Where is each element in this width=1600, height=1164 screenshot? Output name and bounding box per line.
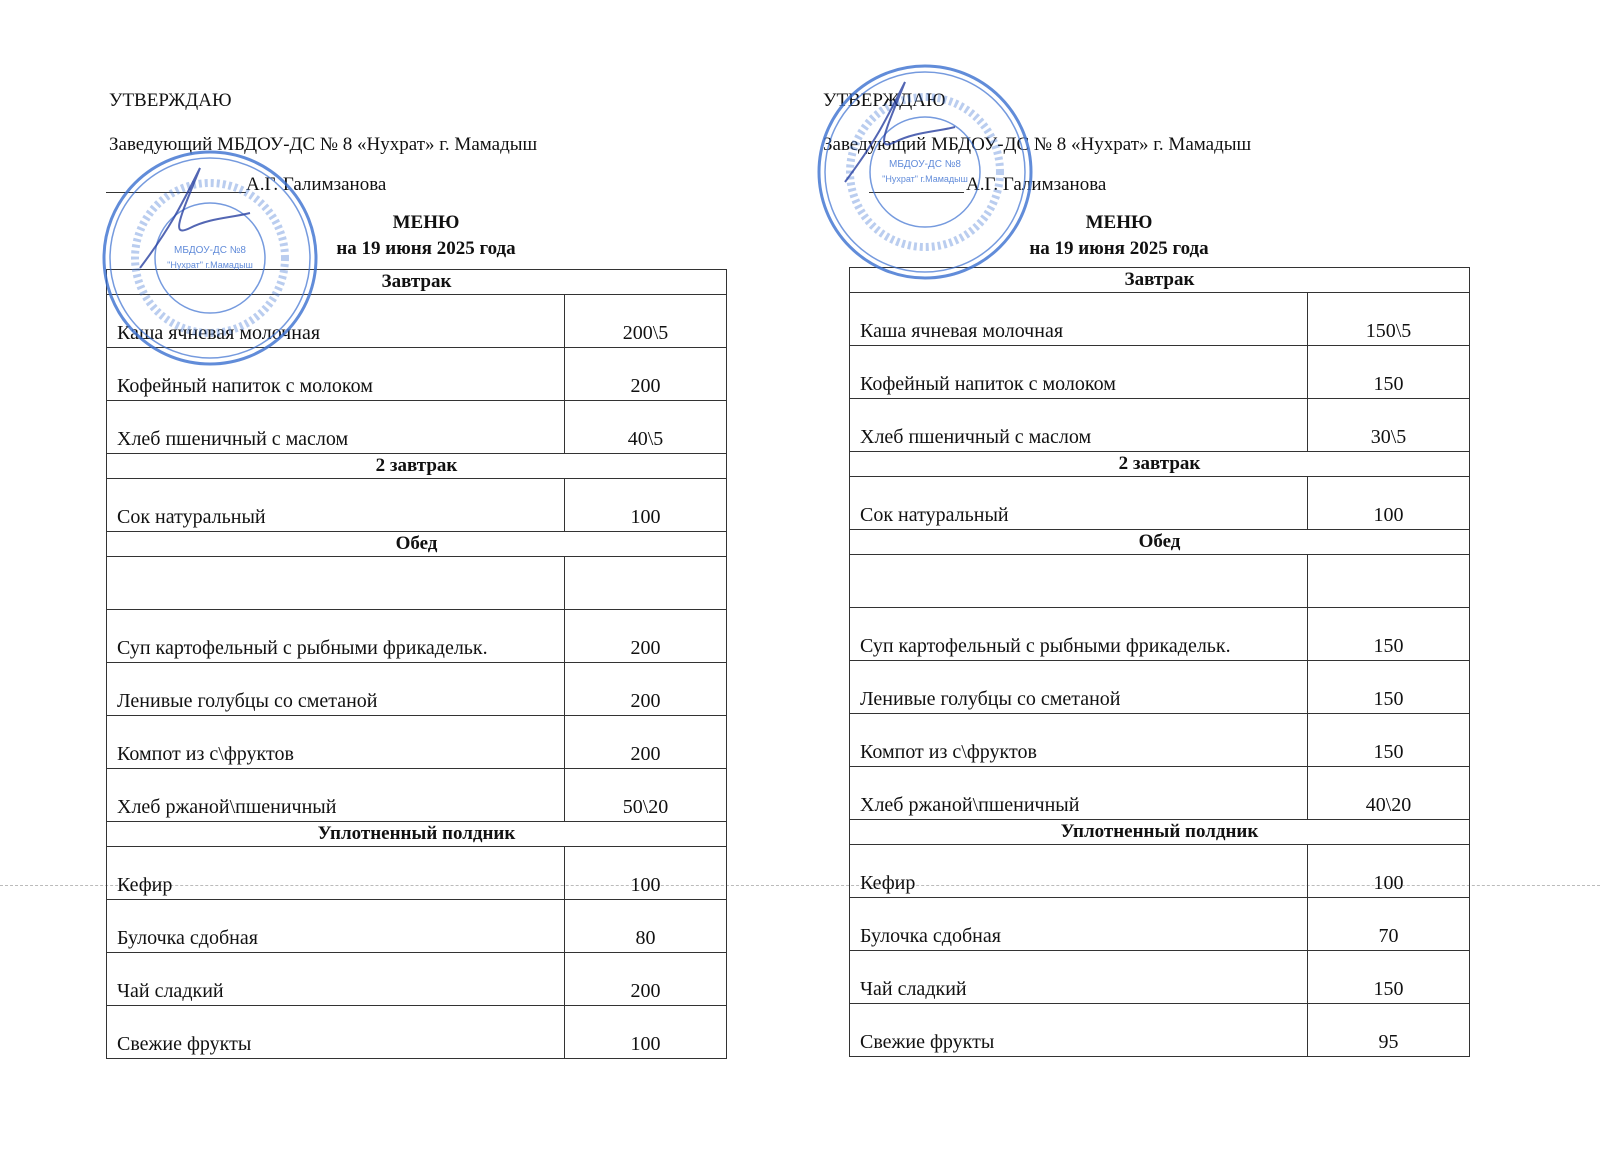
section-title: Уплотненный полдник (850, 820, 1470, 845)
portion-value: 100 (1308, 845, 1470, 898)
dish-name: Чай сладкий (850, 951, 1308, 1004)
portion-value: 150 (1308, 714, 1470, 767)
table-row (107, 1006, 727, 1059)
portion-value: 100 (565, 479, 727, 532)
table-row (850, 608, 1470, 661)
table-row (107, 348, 727, 401)
table-row (850, 845, 1470, 898)
section-title: Обед (850, 530, 1470, 555)
dish-name: Чай сладкий (107, 953, 565, 1006)
table-row (107, 769, 727, 822)
section-header (850, 452, 1470, 477)
table-row (107, 716, 727, 769)
dish-name: Кофейный напиток с молоком (107, 348, 565, 401)
dish-name: Булочка сдобная (107, 900, 565, 953)
table-row (107, 610, 727, 663)
dish-name: Компот из с\фруктов (107, 716, 565, 769)
section-header (107, 270, 727, 295)
portion-value: 150 (1308, 661, 1470, 714)
table-row (850, 714, 1470, 767)
menu-date: на 19 июня 2025 года (1029, 238, 1209, 259)
table-row (107, 401, 727, 454)
table-row (107, 479, 727, 532)
svg-text:МБДОУ-ДС №8: МБДОУ-ДС №8 (174, 245, 246, 256)
section-header (107, 454, 727, 479)
dish-name: Кефир (107, 847, 565, 900)
signature-line (869, 178, 964, 193)
section-header (850, 268, 1470, 293)
portion-value: 200 (565, 348, 727, 401)
table-row (850, 1004, 1470, 1057)
section-header (107, 822, 727, 847)
portion-value: 200 (565, 953, 727, 1006)
position-line: Заведующий МБДОУ-ДС № 8 «Нухрат» г. Мамадыш (109, 134, 538, 155)
portion-value: 95 (1308, 1004, 1470, 1057)
portion-value: 80 (565, 900, 727, 953)
table-row (850, 293, 1470, 346)
dish-name: Свежие фрукты (107, 1006, 565, 1059)
section-title: Завтрак (850, 268, 1470, 293)
table-row (850, 346, 1470, 399)
dish-name: Хлеб пшеничный с маслом (850, 399, 1308, 452)
menu-table (106, 269, 727, 1059)
portion-value: 40\5 (565, 401, 727, 454)
table-row (850, 661, 1470, 714)
menu-title: МЕНЮ (1085, 212, 1153, 233)
portion-value: 150 (1308, 346, 1470, 399)
signature-line (106, 178, 246, 193)
menu-date: на 19 июня 2025 года (336, 238, 516, 259)
table-row (107, 900, 727, 953)
table-row (107, 953, 727, 1006)
dish-name: Каша ячневая молочная (107, 295, 565, 348)
dish-name (850, 555, 1308, 608)
table-row (107, 663, 727, 716)
signer-name: А.Г. Галимзанова (246, 174, 387, 195)
dish-name: Хлеб пшеничный с маслом (107, 401, 565, 454)
dish-name (107, 557, 565, 610)
portion-value: 150 (1308, 951, 1470, 1004)
table-row (107, 557, 727, 610)
portion-value: 200 (565, 716, 727, 769)
table-row (850, 951, 1470, 1004)
signer-name: А.Г. Галимзанова (966, 174, 1107, 195)
portion-value: 30\5 (1308, 399, 1470, 452)
section-title: 2 завтрак (107, 454, 727, 479)
menu-title: МЕНЮ (392, 212, 460, 233)
dish-name: Суп картофельный с рыбными фрикадельк. (107, 610, 565, 663)
dish-name: Свежие фрукты (850, 1004, 1308, 1057)
approve-label: УТВЕРЖДАЮ (109, 90, 232, 111)
menu-table (849, 267, 1470, 1057)
table-row (850, 555, 1470, 608)
dish-name: Хлеб ржаной\пшеничный (107, 769, 565, 822)
svg-text:МБДОУ-ДС №8: МБДОУ-ДС №8 (889, 159, 961, 170)
section-header (107, 532, 727, 557)
dish-name: Сок натуральный (107, 479, 565, 532)
dish-name: Булочка сдобная (850, 898, 1308, 951)
portion-value: 200\5 (565, 295, 727, 348)
section-title: 2 завтрак (850, 452, 1470, 477)
table-row (107, 295, 727, 348)
portion-value: 70 (1308, 898, 1470, 951)
position-line: Заведующий МБДОУ-ДС № 8 «Нухрат» г. Мамадыш (823, 134, 1252, 155)
dish-name: Ленивые голубцы со сметаной (107, 663, 565, 716)
section-header (850, 530, 1470, 555)
portion-value: 40\20 (1308, 767, 1470, 820)
portion-value: 100 (565, 1006, 727, 1059)
portion-value: 150\5 (1308, 293, 1470, 346)
portion-value (1308, 555, 1470, 608)
portion-value (565, 557, 727, 610)
table-row (850, 767, 1470, 820)
portion-value: 50\20 (565, 769, 727, 822)
section-title: Обед (107, 532, 727, 557)
table-row (850, 399, 1470, 452)
dish-name: Суп картофельный с рыбными фрикадельк. (850, 608, 1308, 661)
table-row (850, 898, 1470, 951)
dish-name: Сок натуральный (850, 477, 1308, 530)
section-title: Завтрак (107, 270, 727, 295)
dish-name: Кефир (850, 845, 1308, 898)
svg-text:"Нухрат" г.Мамадыш: "Нухрат" г.Мамадыш (167, 260, 253, 270)
portion-value: 100 (1308, 477, 1470, 530)
dish-name: Каша ячневая молочная (850, 293, 1308, 346)
portion-value: 150 (1308, 608, 1470, 661)
table-row (850, 477, 1470, 530)
approve-label: УТВЕРЖДАЮ (823, 90, 946, 111)
section-title: Уплотненный полдник (107, 822, 727, 847)
table-row (107, 847, 727, 900)
dish-name: Компот из с\фруктов (850, 714, 1308, 767)
svg-text:"Нухрат" г.Мамадыш: "Нухрат" г.Мамадыш (882, 174, 968, 184)
dish-name: Ленивые голубцы со сметаной (850, 661, 1308, 714)
dish-name: Кофейный напиток с молоком (850, 346, 1308, 399)
dish-name: Хлеб ржаной\пшеничный (850, 767, 1308, 820)
portion-value: 100 (565, 847, 727, 900)
portion-value: 200 (565, 663, 727, 716)
portion-value: 200 (565, 610, 727, 663)
section-header (850, 820, 1470, 845)
